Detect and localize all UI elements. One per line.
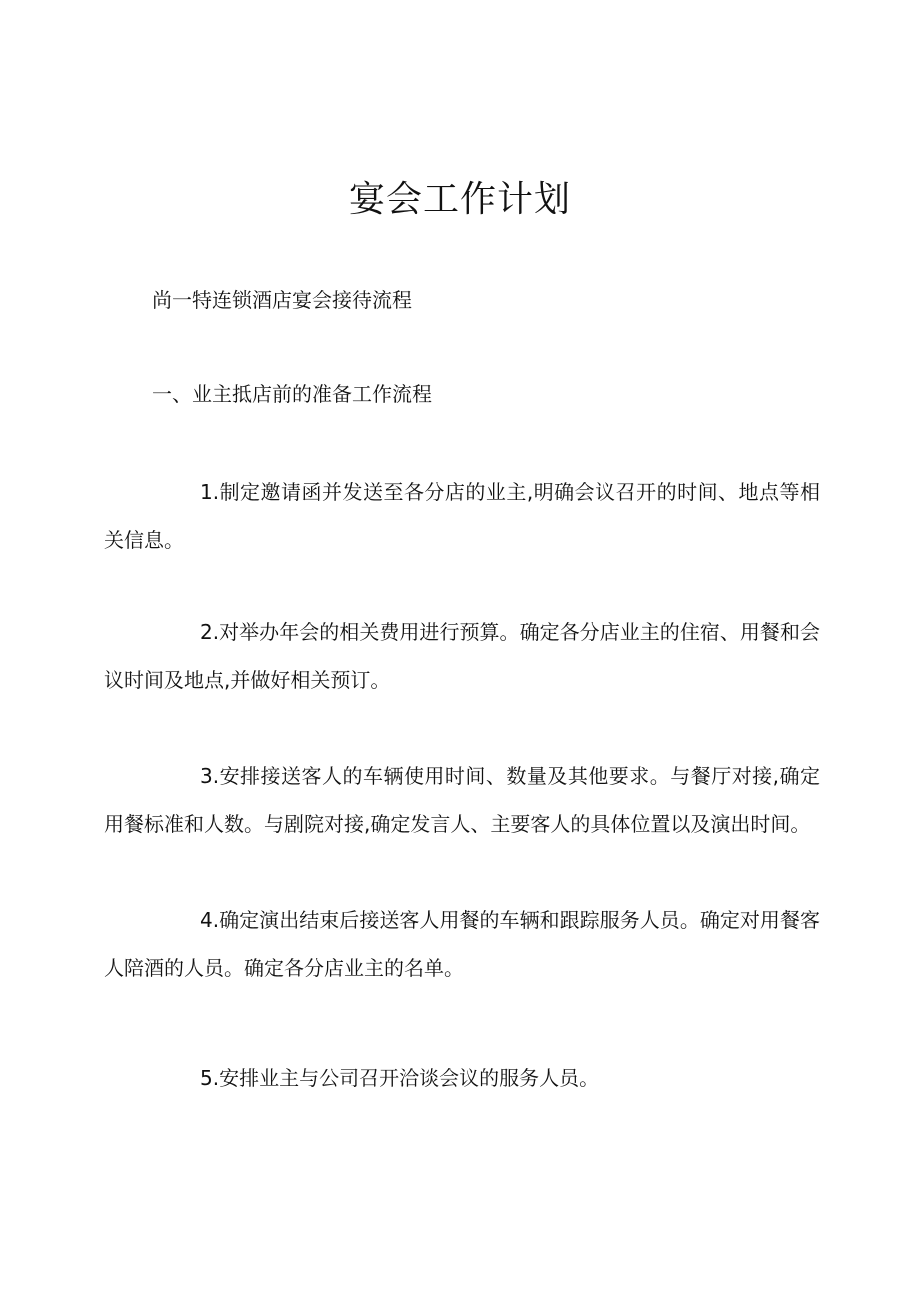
item-text: .确定演出结束后接送客人用餐的车辆和跟踪服务人员。确定对用餐客人陪酒的人员。确定各分店业主的名单。 [104, 908, 820, 980]
list-item [104, 608, 820, 704]
item-number: 2 [200, 620, 213, 644]
list-item [104, 752, 820, 848]
item-text: .对举办年会的相关费用进行预算。确定各分店业主的住宿、用餐和会议时间及地点,并做好相关预订。 [104, 620, 820, 692]
document-subtitle: 尚一特连锁酒店宴会接待流程 [152, 288, 412, 312]
item-number: 1 [200, 480, 213, 504]
list-item [104, 896, 820, 992]
list-item [104, 468, 820, 564]
item-number: 5 [200, 1066, 213, 1090]
item-number: 4 [200, 908, 213, 932]
list-item [104, 1054, 820, 1102]
item-text: .制定邀请函并发送至各分店的业主,明确会议召开的时间、地点等相关信息。 [104, 480, 820, 552]
document-title: 宴会工作计划 [348, 179, 571, 220]
item-number: 3 [200, 764, 213, 788]
section-heading: 一、业主抵店前的准备工作流程 [152, 382, 432, 406]
item-text: .安排业主与公司召开洽谈会议的服务人员。 [212, 1066, 600, 1090]
item-text: .安排接送客人的车辆使用时间、数量及其他要求。与餐厅对接,确定用餐标准和人数。与剧院对接,确定发言人、主要客人的具体位置以及演出时间。 [104, 764, 820, 836]
